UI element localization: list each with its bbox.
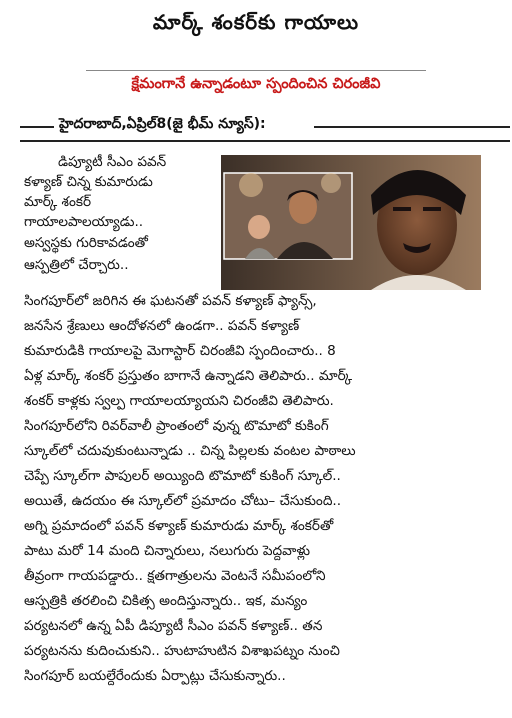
dateline: హైదరాబాద్,ఏప్రిల్8(జై భీమ్ న్యూస్):	[59, 116, 266, 132]
body-line-10: అగ్ని ప్రమాదంలో పవన్ కళ్యాణ్ కుమారుడు మార్క్ శంకర్‌తో	[24, 518, 334, 534]
body-line-6: సింగపూర్‌లోని రివర్‌వాలీ ప్రాంతంలో వున్న టొమాటో కుకింగ్	[24, 418, 329, 434]
dateline-accent-left	[20, 126, 54, 128]
body-line-12: తీవ్రంగా గాయపడ్డారు.. క్షతగాత్రులను వెంటనే సమీపంలోని	[24, 568, 326, 584]
body-line-narrow-1: డిప్యూటీ సీఎం పవన్	[58, 154, 167, 170]
dateline-rule	[20, 140, 510, 142]
body-line-narrow-6: ఆస్పత్రిలో చేర్చారు..	[24, 257, 129, 273]
body-line-13: ఆస్పత్రికి తరలించి చికిత్స అందిస్తున్నారు.. ఇక, మన్యం	[24, 593, 308, 609]
body-line-2: జనసేన శ్రేణులు ఆందోళనలో ఉండగా.. పవన్ కళ్యాణ్	[24, 318, 300, 334]
body-line-8: చెప్పే స్కూల్‌గా పాపులర్ అయ్యింది టొమాటో కుకింగ్ స్కూల్..	[24, 468, 341, 484]
body-line-9: అయితే, ఉదయం ఈ స్కూల్‌లో ప్రమాదం చోటు– చేసుకుంది..	[24, 493, 342, 509]
body-line-16: సింగపూర్ బయల్దేరేందుకు ఏర్పాట్లు చేసుకున్నారు..	[24, 668, 286, 684]
body-line-narrow-4: గాయాలపాలయ్యాడు..	[24, 214, 144, 230]
body-line-1: సింగపూర్‌లో జరిగిన ఈ ఘటనతో పవన్ కళ్యాణ్ ఫ్యాన్స్,	[24, 293, 317, 309]
body-line-15: పర్యటనను కుదించుకుని.. హుటాహుటిన విశాఖపట్నం నుంచి	[24, 643, 340, 659]
body-line-narrow-2: కళ్యాణ్ చిన్న కుమారుడు	[24, 174, 153, 190]
photo-collage-icon	[221, 155, 481, 290]
body-line-narrow-5: అస్వస్థకు గురికావడంతో	[24, 235, 148, 251]
body-line-3: కుమారుడికి గాయాలపై మెగాస్టార్ చిరంజీవి స్పందించారు.. 8	[24, 343, 336, 359]
body-line-7: స్కూల్‌లో చదువుకుంటున్నాడు .. చిన్న పిల్లలకు వంటల పాఠాలు	[24, 443, 356, 459]
subheadline: క్షేమంగానే ఉన్నాడంటూ స్పందించిన చిరంజీవి	[131, 76, 381, 92]
body-line-14: పర్యటనలో ఉన్న ఏపీ డిప్యూటీ సీఎం పవన్ కళ్యాణ్.. తన	[24, 618, 323, 634]
headline: మార్క్ శంకర్‌కు గాయాలు	[152, 10, 360, 34]
subhead-rule-left	[86, 70, 426, 71]
body-line-11: పాటు మరో 14 మంది చిన్నారులు, నలుగురు పెద్దవాళ్లు	[24, 543, 311, 559]
body-line-5: శంకర్ కాళ్లకు స్వల్ప గాయాలయ్యాయని చిరంజీవి తెలిపారు.	[24, 393, 334, 409]
body-line-4: ఏళ్ల మార్క్ శంకర్ ప్రస్తుతం బాగానే ఉన్నాడని తెలిపారు.. మార్క్	[24, 368, 353, 384]
body-line-narrow-3: మార్క్ శంకర్	[24, 194, 92, 210]
dateline-accent-right	[314, 126, 510, 128]
news-photo	[221, 155, 481, 290]
